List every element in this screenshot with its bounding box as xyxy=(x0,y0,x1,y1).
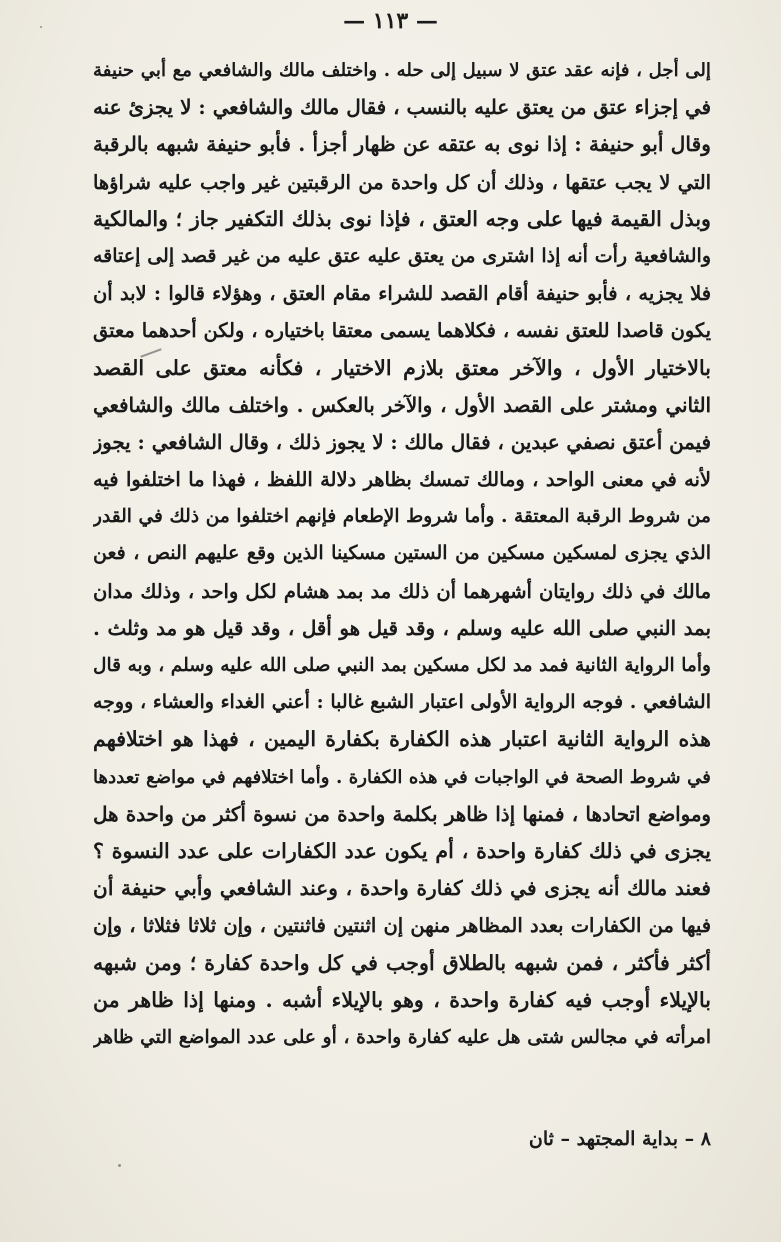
text-line: في شروط الصحة في الواجبات في هذه الكفارة . وأما اختلافهم في مواضع تعددها xyxy=(93,766,711,788)
text-line: ومواضع اتحادها ، فمنها إذا ظاهر بكلمة واحدة من نسوة أكثر من واحدة هل xyxy=(93,801,711,826)
text-line: في إجزاء عتق من يعتق عليه بالنسب ، فقال مالك والشافعي : لا يجزئ عنه xyxy=(93,95,711,120)
text-line: بمد النبي صلى الله عليه وسلم ، وقد قيل هو أقل ، وقد قيل هو مد وثلث . xyxy=(93,615,711,640)
text-line: فلا يجزيه ، فأبو حنيفة أقام القصد للشراء مقام العتق ، وهؤلاء قالوا : لابد أن xyxy=(93,282,711,306)
text-line: وبذل القيمة فيها على وجه العتق ، فإذا نوى بذلك التكفير جاز ؛ والمالكية xyxy=(93,206,711,231)
text-line: فعند مالك أنه يجزى في ذلك كفارة واحدة ، وعند الشافعي وأبي حنيفة أن xyxy=(93,876,711,901)
text-line: الثاني ومشتر على القصد الأول ، والآخر بالعكس . واختلف مالك والشافعي xyxy=(93,392,711,417)
text-line: فيها من الكفارات بعدد المظاهر منهن إن اثنتين فاثنتين ، وإن ثلاثا فثلاثا ، وإن xyxy=(93,914,711,938)
text-line: وأما الرواية الثانية فمد مد لكل مسكين بمد النبي صلى الله عليه وسلم ، وبه قال xyxy=(93,655,711,676)
text-line: من شروط الرقبة المعتقة . وأما شروط الإطعام فإنهم اختلفوا من ذلك في القدر xyxy=(93,506,711,528)
scan-speck xyxy=(40,26,42,28)
text-line: امرأته في مجالس شتى هل عليه كفارة واحدة ، أو على عدد المواضع التي ظاهر xyxy=(93,1026,711,1048)
text-line: بالاختيار الأول ، والآخر معتق بلازم الاختيار ، فكأنه معتق على القصد xyxy=(93,355,711,380)
text-line: التي لا يجب عتقها ، وذلك أن كل واحدة من الرقبتين غير واجب عليه شراؤها xyxy=(93,170,711,194)
text-line: الذي يجزى لمسكين مسكين من الستين مسكينا الذين وقع عليهم النص ، فعن xyxy=(93,542,711,565)
body-text xyxy=(93,52,711,1056)
text-line: وقال أبو حنيفة : إذا نوى به عتقه عن ظهار أجزأ . فأبو حنيفة شبهه بالرقبة xyxy=(93,132,711,157)
text-line: مالك في ذلك روايتان أشهرهما أن ذلك مد بمد هشام لكل واحد ، وذلك مدان xyxy=(93,579,711,603)
text-line: والشافعية رأت أنه إذا اشترى من يعتق عليه عتق عليه من غير قصد إلى إعتاقه xyxy=(93,244,711,267)
text-line: أكثر فأكثر ، فمن شبهه بالطلاق أوجب في كل واحدة كفارة ؛ ومن شبهه xyxy=(93,950,711,975)
scan-speck xyxy=(118,1164,121,1167)
text-line: بالإيلاء أوجب فيه كفارة واحدة ، وهو بالإيلاء أشبه . ومنها إذا ظاهر من xyxy=(93,987,711,1012)
text-line: هذه الرواية الثانية اعتبار هذه الكفارة بكفارة اليمين ، فهذا هو اختلافهم xyxy=(93,727,711,752)
text-line: يكون قاصدا للعتق نفسه ، فكلاهما يسمى معتقا باختياره ، ولكن أحدهما معتق xyxy=(93,319,711,343)
text-line: يجزى في ذلك كفارة واحدة ، أم يكون عدد الكفارات على عدد النسوة ؟ xyxy=(93,838,711,863)
page-number: — ١١٣ — xyxy=(343,8,438,34)
text-line: لأنه في معنى الواحد ، ومالك تمسك بظاهر دلالة اللفظ ، فهذا ما اختلفوا فيه xyxy=(93,468,711,492)
text-line: الشافعي . فوجه الرواية الأولى اعتبار الشبع غالبا : أعني الغداء والعشاء ، ووجه xyxy=(93,691,711,714)
text-line: فيمن أعتق نصفي عبدين ، فقال مالك : لا يجوز ذلك ، وقال الشافعي : يجوز xyxy=(93,429,711,454)
text-line: إلى أجل ، فإنه عقد عتق لا سبيل إلى حله . واختلف مالك والشافعي مع أبي حنيفة xyxy=(93,60,711,81)
signature-mark: ٨ – بداية المجتهد – ثان xyxy=(528,1128,711,1150)
